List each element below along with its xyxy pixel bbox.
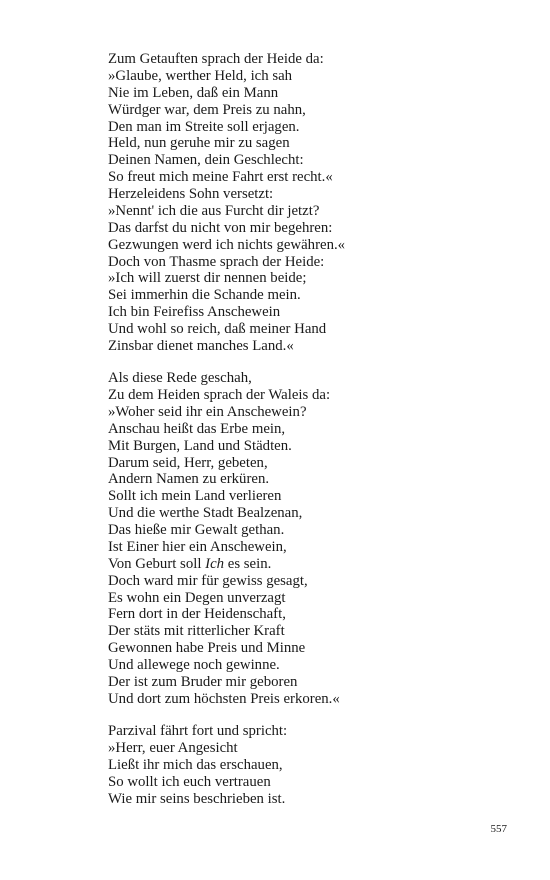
verse-line: So wollt ich euch vertrauen: [108, 773, 271, 790]
verse-line: Den man im Streite soll erjagen.: [108, 118, 300, 135]
verse-line: Das darfst du nicht von mir begehren:: [108, 219, 333, 236]
verse-line-text: es sein.: [224, 555, 272, 572]
verse-line: Herzeleidens Sohn versetzt:: [108, 186, 274, 202]
verse-line: Andern Namen zu erküren.: [108, 471, 270, 488]
verse-line: Zinsbar dienet manches Land.«: [108, 337, 294, 354]
verse-line: Und wohl so reich, daß meiner Hand: [108, 321, 327, 337]
verse-line: Der stäts mit ritterlicher Kraft: [108, 623, 285, 640]
verse-line: »Ich will zuerst dir nennen beide;: [108, 270, 307, 287]
verse-line: Das hieße mir Gewalt gethan.: [108, 522, 285, 539]
verse-line: Anschau heißt das Erbe mein,: [108, 420, 286, 437]
verse-line: Deinen Namen, dein Geschlecht:: [108, 152, 304, 169]
verse-line: Gewonnen habe Preis und Minne: [108, 640, 306, 657]
verse-line: Held, nun geruhe mir zu sagen: [108, 135, 290, 152]
verse-line: Und allewege noch gewinne.: [108, 657, 280, 674]
verse-line: Gezwungen werd ich nichts gewähren.«: [108, 236, 346, 253]
verse-line: So freut mich meine Fahrt erst recht.«: [108, 169, 333, 186]
verse-line: Ließt ihr mich das erschauen,: [108, 756, 283, 773]
verse-line: »Herr, euer Angesicht: [108, 739, 238, 756]
stanza: [108, 723, 508, 807]
stanza: [108, 370, 508, 708]
verse-line: »Glaube, werther Held, ich sah: [108, 67, 293, 84]
verse-line: Doch ward mir für gewiss gesagt,: [108, 572, 308, 589]
verse-line: Und dort zum höchsten Preis erkoren.«: [108, 690, 340, 707]
stanza: [108, 51, 508, 355]
verse-line: Der ist zum Bruder mir geboren: [108, 673, 298, 690]
verse-line: Ich bin Feirefiss Anschewein: [108, 304, 281, 321]
verse-line: Es wohn ein Degen unverzagt: [108, 589, 286, 606]
verse-line: Darum seid, Herr, gebeten,: [108, 454, 268, 471]
verse-line: Sei immerhin die Schande mein.: [108, 287, 301, 304]
verse-line: Sollt ich mein Land verlieren: [108, 488, 282, 505]
verse-line: Zu dem Heiden sprach der Waleis da:: [108, 387, 331, 404]
verse-line: Parzival fährt fort und spricht:: [108, 723, 288, 740]
verse-line-text: Von Geburt soll: [108, 555, 206, 572]
verse-line: »Woher seid ihr ein Anschewein?: [108, 403, 307, 420]
verse-line: Mit Burgen, Land und Städten.: [108, 437, 292, 454]
verse-line: Als diese Rede geschah,: [108, 370, 252, 387]
page-number: 557: [490, 823, 507, 835]
verse-line: Fern dort in der Heidenschaft,: [108, 606, 286, 623]
verse-line: Ist Einer hier ein Anschewein,: [108, 538, 287, 555]
verse-line: Und die werthe Stadt Bealzenan,: [108, 505, 303, 522]
verse-line: Nie im Leben, daß ein Mann: [108, 84, 279, 101]
poem-text: [108, 51, 508, 823]
verse-line: Wie mir seins beschrieben ist.: [108, 790, 286, 807]
verse-line: Zum Getauften sprach der Heide da:: [108, 51, 324, 67]
verse-line: »Nennt' ich die aus Furcht dir jetzt?: [108, 202, 320, 219]
emphasized-word: Ich: [205, 555, 225, 572]
verse-line: [108, 556, 508, 573]
verse-line: Doch von Thasme sprach der Heide:: [108, 253, 325, 270]
verse-line: Würdger war, dem Preis zu nahn,: [108, 101, 306, 118]
